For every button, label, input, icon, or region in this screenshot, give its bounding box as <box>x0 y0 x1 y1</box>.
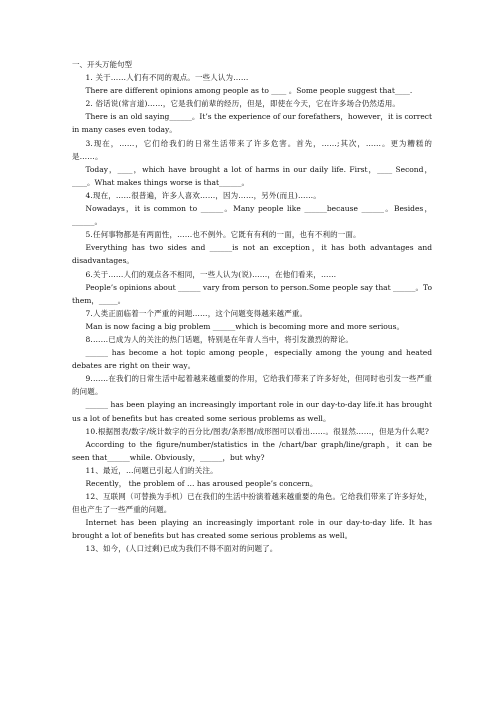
item-chinese: 9.……在我们的日常生活中起着越来越重要的作用，它给我们带来了许多好处，但同时也引发一些严重的问题。 <box>72 374 432 397</box>
list-item-10 <box>72 425 432 464</box>
document-body <box>72 58 432 556</box>
list-item-12 <box>72 490 432 542</box>
item-chinese: 10.根据图表/数字/统计数字的百分比/图表/条形图/成形图可以看出……。很显然……，但是为什么呢? <box>85 426 430 436</box>
item-english: There is an old saying______。It’s the experience of our forefathers，however，it is correct in many cases even today。 <box>72 112 432 135</box>
item-english: There are different opinions among people as to ____ 。Some people suggest that____. <box>85 86 413 96</box>
list-item-6 <box>72 268 432 307</box>
list-item-13 <box>72 542 432 555</box>
item-english: ______ has become a hot topic among people，especially among the young and heated debates are right on their way。 <box>72 348 432 371</box>
item-english: Today，____，which have brought a lot of harms in our daily life. First，____ Second，____。What makes things worse is that______。 <box>72 164 432 187</box>
list-item-8 <box>72 333 432 372</box>
item-english: ______ has been playing an increasingly important role in our day-to-day life.it has brought us a lot of benefits but has created some serious problems as well。 <box>72 400 432 423</box>
list-item-11 <box>72 464 432 490</box>
list-item-7 <box>72 307 432 333</box>
item-english: Internet has been playing an increasingly important role in our day-to-day life. It has brought a lot of benefits but has created some serious problems as well。 <box>72 518 432 541</box>
item-english: According to the figure/number/statistics in the /chart/bar graph/line/graph，it can be seen that______while. Obviously，______，but why? <box>72 439 432 462</box>
item-chinese: 5.任何事物都是有两面性，……也不例外。它既有有利的一面，也有不利的一面。 <box>85 230 361 240</box>
item-chinese: 2. 俗话说(常言道)……，它是我们前辈的经历，但是，即使在今天，它在许多场合仍然适用。 <box>85 99 400 109</box>
item-chinese: 7.人类正面临着一个严重的问题……，这个问题变得越来越严重。 <box>85 308 308 318</box>
list-item-4 <box>72 189 432 228</box>
item-chinese: 13、如今，(人口过剩)已成为我们不得不面对的问题了。 <box>85 544 278 554</box>
item-chinese: 11、最近，…问题已引起人们的关注。 <box>85 465 218 475</box>
list-item-3 <box>72 137 432 189</box>
item-english: Everything has two sides and ______is not an exception，it has both advantages and disadvantages。 <box>72 243 432 266</box>
list-item-2 <box>72 97 432 136</box>
item-english: Nowadays，it is common to ______。Many people like ______because ______。Besides，______。 <box>72 204 432 227</box>
item-chinese: 8.……已成为人的关注的热门话题，特别是在年青人当中，将引发激烈的辩论。 <box>85 334 354 344</box>
item-chinese: 6.关于……人们的观点各不相同，一些人认为(说)……，在他们看来，…… <box>85 269 337 279</box>
item-english: Recently， the problem of … has aroused people’s concern。 <box>85 479 318 488</box>
list-item-5 <box>72 228 432 267</box>
item-english: People’s opinions about ______ vary from person to person.Some people say that ______。To them，_____。 <box>72 282 432 305</box>
item-english: Man is now facing a big problem ______which is becoming more and more serious。 <box>85 321 404 331</box>
item-chinese: 4.现在，……很普遍，许多人喜欢……，因为……，另外(而且)……。 <box>85 190 321 200</box>
list-item-1 <box>72 71 432 97</box>
item-chinese: 12、互联网（可替换为手机）已在我们的生活中扮演着越来越重要的角色。它给我们带来了许多好处，但也产生了一些严重的问题。 <box>72 492 432 515</box>
list-item-9 <box>72 372 432 424</box>
item-chinese: 3.现在，……，它们给我们的日常生活带来了许多危害。首先，……;其次，……。更为糟糕的是……。 <box>72 138 432 161</box>
item-chinese: 1. 关于……人们有不同的观点。一些人认为…… <box>85 73 249 83</box>
section-heading: 一、开头万能句型 <box>72 60 132 69</box>
